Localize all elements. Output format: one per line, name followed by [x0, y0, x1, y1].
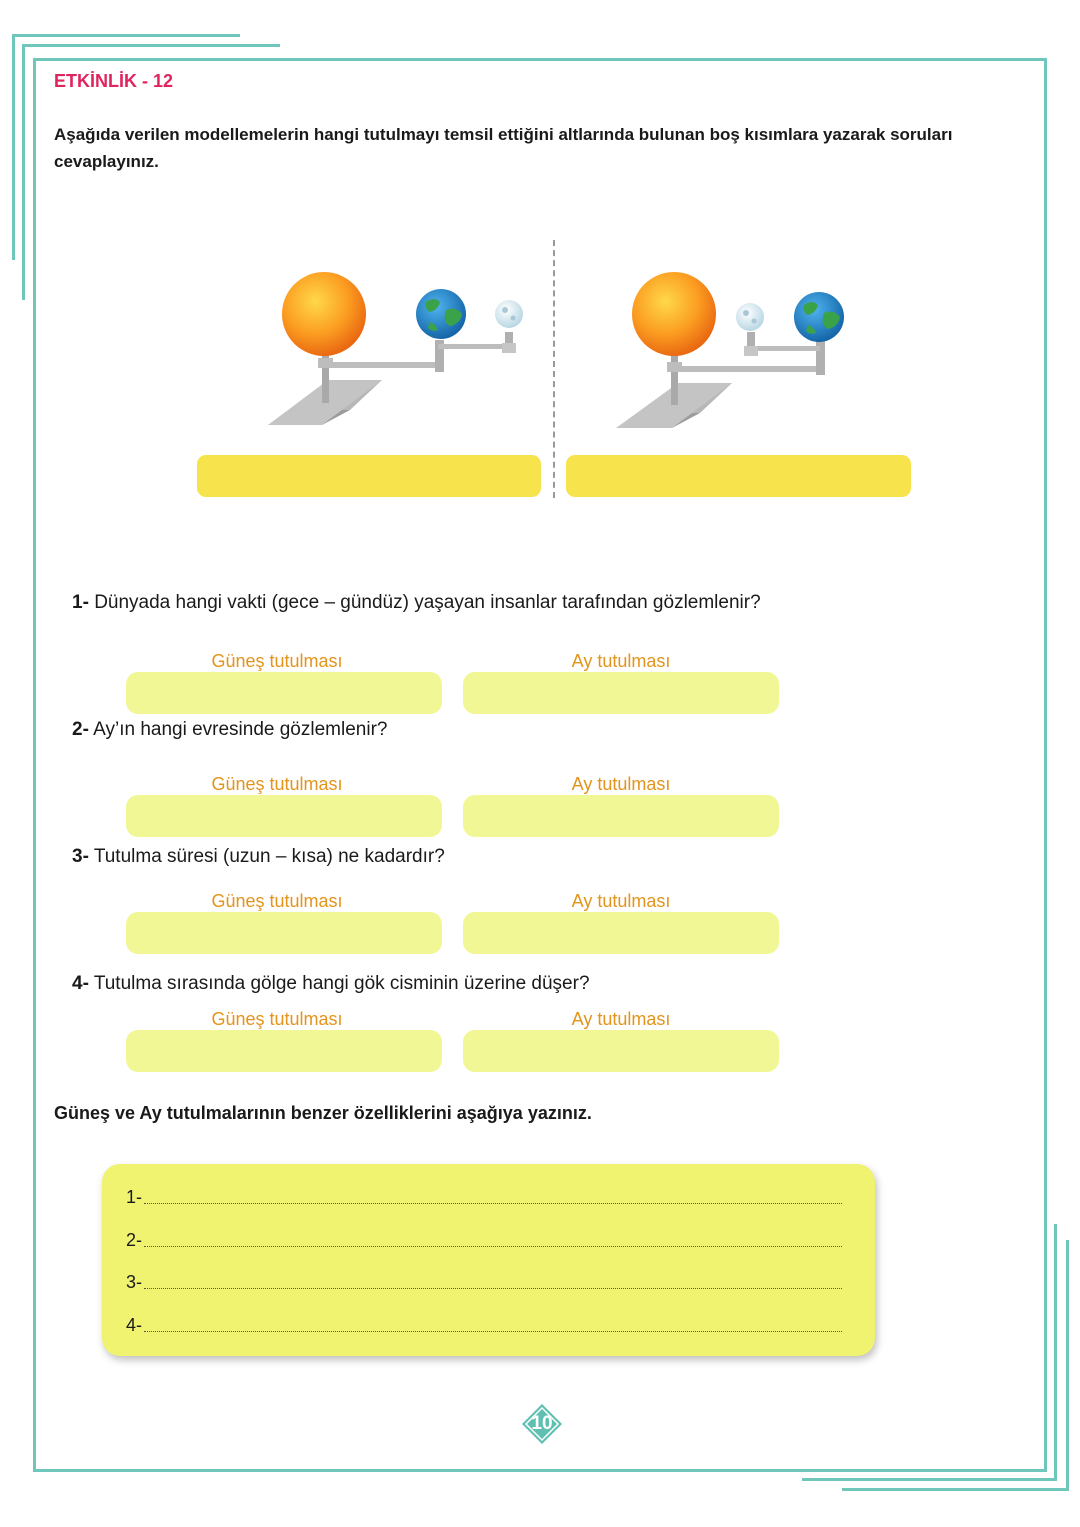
option-label-solar: Güneş tutulması — [211, 774, 343, 794]
answer-field-lunar[interactable] — [463, 672, 779, 714]
question-number: 2- — [72, 719, 89, 740]
summary-line-4[interactable] — [126, 1312, 842, 1336]
line-number: 2- — [126, 1230, 143, 1250]
model-1-answer-box[interactable] — [197, 455, 541, 497]
answer-field-solar[interactable] — [126, 1030, 442, 1072]
model-lunar-eclipse-illustration — [610, 270, 880, 435]
answer-field-solar[interactable] — [126, 795, 442, 837]
option-label-lunar: Ay tutulması — [571, 774, 671, 794]
line-number: 3- — [126, 1272, 143, 1292]
summary-title: Güneş ve Ay tutulmalarının benzer özelliklerini aşağıya yazınız. — [54, 1103, 592, 1123]
model-solar-eclipse-illustration — [260, 270, 530, 435]
question-3 — [72, 846, 445, 868]
line-number: 1- — [126, 1187, 143, 1207]
option-label-solar: Güneş tutulması — [211, 651, 343, 671]
page-number-badge — [522, 1404, 562, 1444]
question-number: 1- — [72, 592, 89, 613]
page-number: 10 — [531, 1413, 553, 1434]
sun-icon — [282, 272, 366, 356]
answer-field-lunar[interactable] — [463, 1030, 779, 1072]
earth-icon — [416, 289, 466, 339]
line-number: 4- — [126, 1315, 143, 1335]
answer-field-solar[interactable] — [126, 672, 442, 714]
earth-icon — [794, 292, 844, 342]
question-number: 4- — [72, 973, 89, 994]
summary-line-3[interactable] — [126, 1269, 842, 1293]
option-label-lunar: Ay tutulması — [571, 651, 671, 671]
moon-icon — [495, 300, 523, 328]
option-label-solar: Güneş tutulması — [211, 891, 343, 911]
question-text: Ay’ın hangi evresinde gözlemlenir? — [93, 719, 388, 740]
model-2-answer-box[interactable] — [566, 455, 911, 497]
question-text: Tutulma süresi (uzun – kısa) ne kadardır? — [93, 846, 445, 867]
answer-field-lunar[interactable] — [463, 795, 779, 837]
option-label-lunar: Ay tutulması — [571, 1009, 671, 1029]
question-4 — [72, 973, 590, 995]
option-label-solar: Güneş tutulması — [211, 1009, 343, 1029]
answer-field-solar[interactable] — [126, 912, 442, 954]
activity-title: ETKİNLİK - 12 — [54, 71, 174, 91]
model-divider — [553, 240, 555, 498]
question-2 — [72, 719, 387, 741]
question-text: Dünyada hangi vakti (gece – gündüz) yaşayan insanlar tarafından gözlemlenir? — [94, 592, 761, 613]
summary-line-1[interactable] — [126, 1184, 842, 1208]
answer-field-lunar[interactable] — [463, 912, 779, 954]
question-text: Tutulma sırasında gölge hangi gök cisminin üzerine düşer? — [93, 973, 590, 994]
summary-line-2[interactable] — [126, 1227, 842, 1251]
sun-icon — [632, 272, 716, 356]
instructions-text: Aşağıda verilen modellemelerin hangi tutulmayı temsil ettiğini altlarında bulunan boş kısımlara yazarak soruları cevaplayınız. — [54, 125, 953, 171]
question-number: 3- — [72, 846, 89, 867]
moon-icon — [736, 303, 764, 331]
question-1 — [72, 592, 761, 614]
summary-answer-box — [102, 1164, 875, 1356]
option-label-lunar: Ay tutulması — [571, 891, 671, 911]
